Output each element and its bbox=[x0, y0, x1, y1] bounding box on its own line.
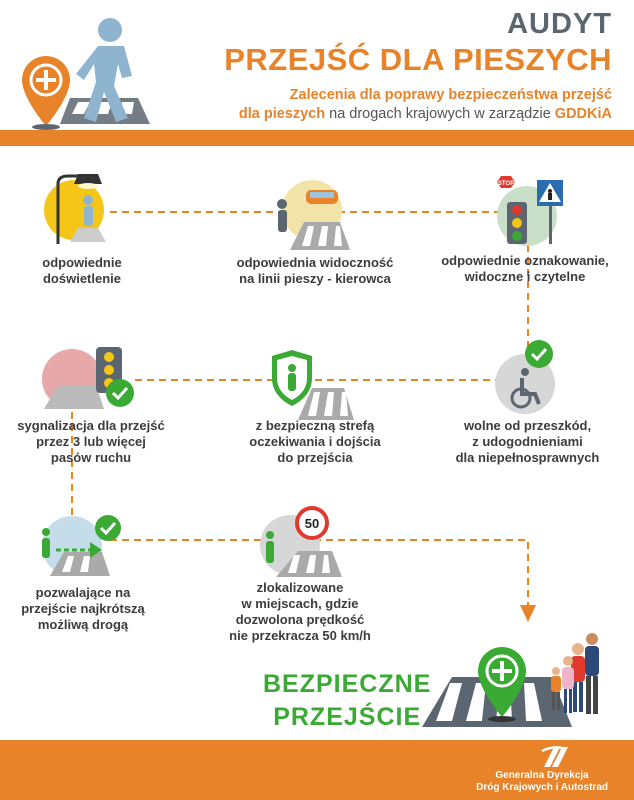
traffic-signs-icon bbox=[487, 172, 577, 252]
wheelchair-icon bbox=[495, 340, 575, 420]
safe-crossing-illustration bbox=[422, 625, 612, 735]
subtitle-part2: dla pieszych bbox=[238, 106, 326, 122]
page-title-main: PRZEJŚĆ DLA PIESZYCH bbox=[224, 42, 612, 77]
result-title: BEZPIECZNE PRZEJŚCIE bbox=[263, 670, 432, 731]
traffic-light-icon bbox=[40, 345, 140, 425]
page-title-audyt: AUDYT bbox=[507, 8, 612, 40]
subtitle-part4: GDDKiA bbox=[554, 106, 612, 122]
subtitle-part3: na drogach krajowych w zarządzie bbox=[329, 106, 551, 122]
speed-limit-text: 50 bbox=[304, 516, 320, 531]
item-safe-zone-label: z bezpieczną strefą oczekiwania i dojścia do przejścia bbox=[249, 418, 381, 465]
item-signalization-label: sygnalizacja dla przejść przez 3 lub więcej pasów ruchu bbox=[17, 418, 165, 465]
speed-limit-icon bbox=[256, 505, 356, 585]
item-lighting-label: odpowiednie doświetlenie bbox=[42, 255, 122, 286]
shield-icon bbox=[268, 348, 368, 428]
item-speed-label: zlokalizowane w miejscach, gdzie dozwolona prędkość nie przekracza 50 km/h bbox=[229, 580, 371, 643]
pedestrian-car-icon bbox=[270, 172, 360, 252]
item-accessibility-label: wolne od przeszkód, z udogodnieniami dla niepełnosprawnych bbox=[455, 418, 600, 465]
item-visibility-label: odpowiednia widoczność na linii pieszy - kierowca bbox=[236, 255, 394, 286]
gddkia-logo-icon bbox=[540, 743, 570, 769]
stop-sign-text: STOP bbox=[497, 181, 515, 187]
footer-org-name: Generalna Dyrekcja Dróg Krajowych i Autostrad bbox=[476, 770, 608, 793]
item-shortest-path-label: pozwalające na przejście najkrótszą możliwą drogą bbox=[21, 585, 145, 632]
subtitle-part1: Zalecenia dla poprawy bezpieczeństwa przejść bbox=[289, 87, 612, 103]
shortest-path-icon bbox=[36, 510, 136, 590]
item-signage-label: odpowiednie oznakowanie, widoczne i czytelne bbox=[441, 253, 609, 284]
street-lamp-icon bbox=[40, 170, 120, 250]
